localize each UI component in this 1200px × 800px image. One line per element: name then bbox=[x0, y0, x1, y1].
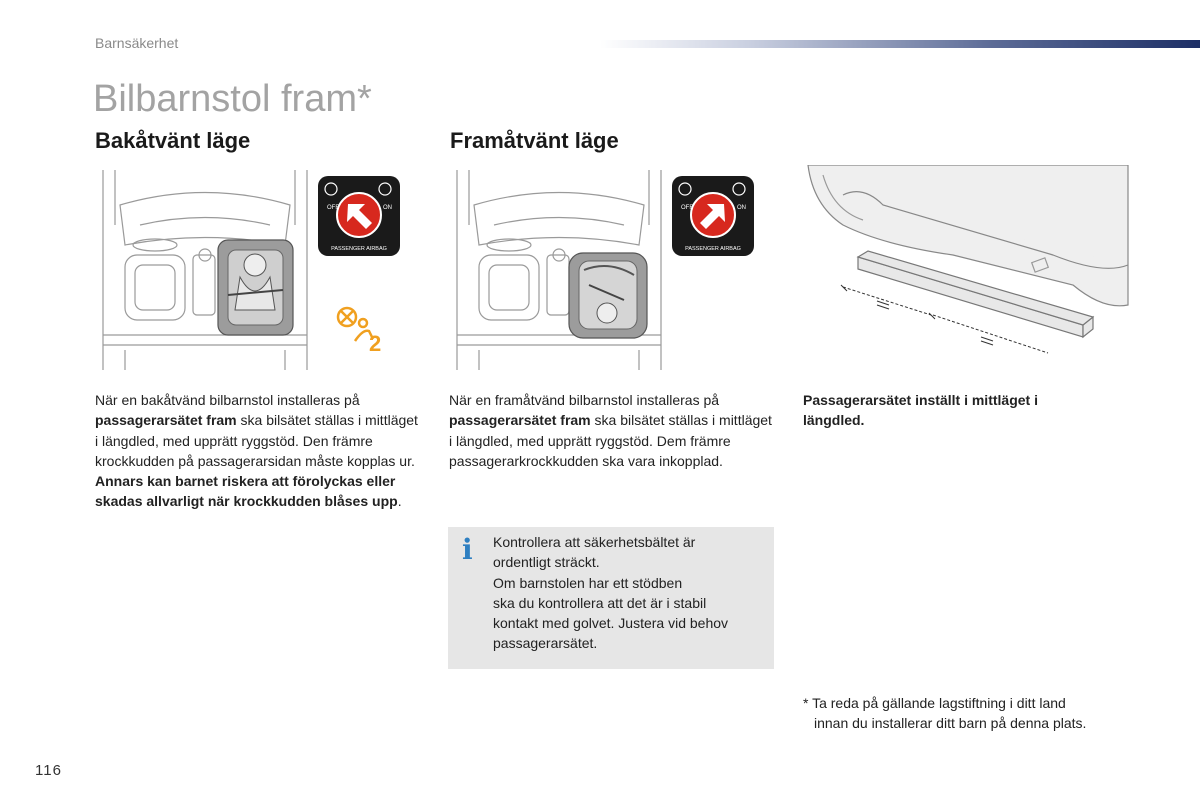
badge-airbag-label-rear: PASSENGER AIRBAG bbox=[331, 246, 387, 252]
seat-caption: Passagerarsätet inställt i mittläget i längdled. bbox=[803, 392, 1038, 429]
passenger-airbag-badge-rear bbox=[317, 175, 401, 257]
rear-text-bold-1: passagerarsätet fram bbox=[95, 412, 237, 429]
info-text bbox=[493, 532, 763, 654]
badge-airbag-label-front: PASSENGER AIRBAG bbox=[685, 246, 741, 252]
badge-on-label-front: ON bbox=[737, 205, 746, 211]
front-text-1: När en framåtvänd bilbarnstol installeras på bbox=[449, 392, 720, 408]
rear-text-2: ska bilsätet ställas i mittläget i längdled, med upprätt ryggstöd. Den främre krockkudden på passagerarsidan måste kopplas ur. bbox=[95, 412, 418, 469]
info-line: ska du kontrollera att det är i stabil bbox=[493, 594, 707, 611]
footnote bbox=[803, 693, 1133, 734]
info-line: Om barnstolen har ett stödben bbox=[493, 574, 683, 591]
info-line: kontakt med golvet. Justera vid behov bbox=[493, 615, 729, 632]
front-text-2: ska bilsätet ställas i mittläget i längdled, med upprätt ryggstöd. Dem främre passagerarkrockkudden ska vara inkopplad. bbox=[449, 412, 772, 469]
info-line: Kontrollera att säkerhetsbältet är bbox=[493, 534, 696, 550]
rear-text-1: När en bakåtvänd bilbarnstol installeras på bbox=[95, 392, 360, 408]
header-accent-bar bbox=[600, 40, 1200, 48]
section-label: Barnsäkerhet bbox=[95, 35, 179, 51]
footnote-line-1: * Ta reda på gällande lagstiftning i ditt land bbox=[803, 695, 1066, 711]
airbag-warning-icon bbox=[333, 305, 389, 353]
badge-off-label-front: OFF bbox=[681, 205, 693, 211]
page-number: 116 bbox=[35, 762, 62, 779]
rear-facing-car-illustration bbox=[95, 165, 315, 370]
warning-number: 2 bbox=[369, 331, 382, 353]
passenger-airbag-badge-front bbox=[671, 175, 755, 257]
heading-front-facing: Framåtvänt läge bbox=[450, 128, 619, 153]
rear-text-bold-2: Annars kan barnet riskera att förolyckas eller skadas allvarligt när krockkudden blåses upp bbox=[95, 473, 398, 510]
seat-rail-illustration bbox=[803, 165, 1129, 370]
heading-rear-facing: Bakåtvänt läge bbox=[95, 128, 251, 153]
front-text-bold-1: passagerarsätet fram bbox=[449, 412, 591, 429]
badge-off-label-rear: OFF bbox=[327, 205, 339, 211]
info-box bbox=[448, 527, 774, 669]
badge-on-label-rear: ON bbox=[383, 205, 392, 211]
front-facing-car-illustration bbox=[449, 165, 669, 370]
footnote-line-2: innan du installerar ditt barn på denna plats. bbox=[814, 715, 1087, 732]
page-title: Bilbarnstol fram* bbox=[93, 78, 372, 120]
rear-text-3: . bbox=[397, 493, 402, 510]
front-facing-paragraph bbox=[449, 390, 774, 471]
rear-facing-paragraph bbox=[95, 390, 420, 512]
info-line: ordentligt sträckt. bbox=[493, 554, 600, 571]
info-icon: i bbox=[462, 533, 473, 566]
info-line: passagerarsätet. bbox=[493, 635, 598, 652]
